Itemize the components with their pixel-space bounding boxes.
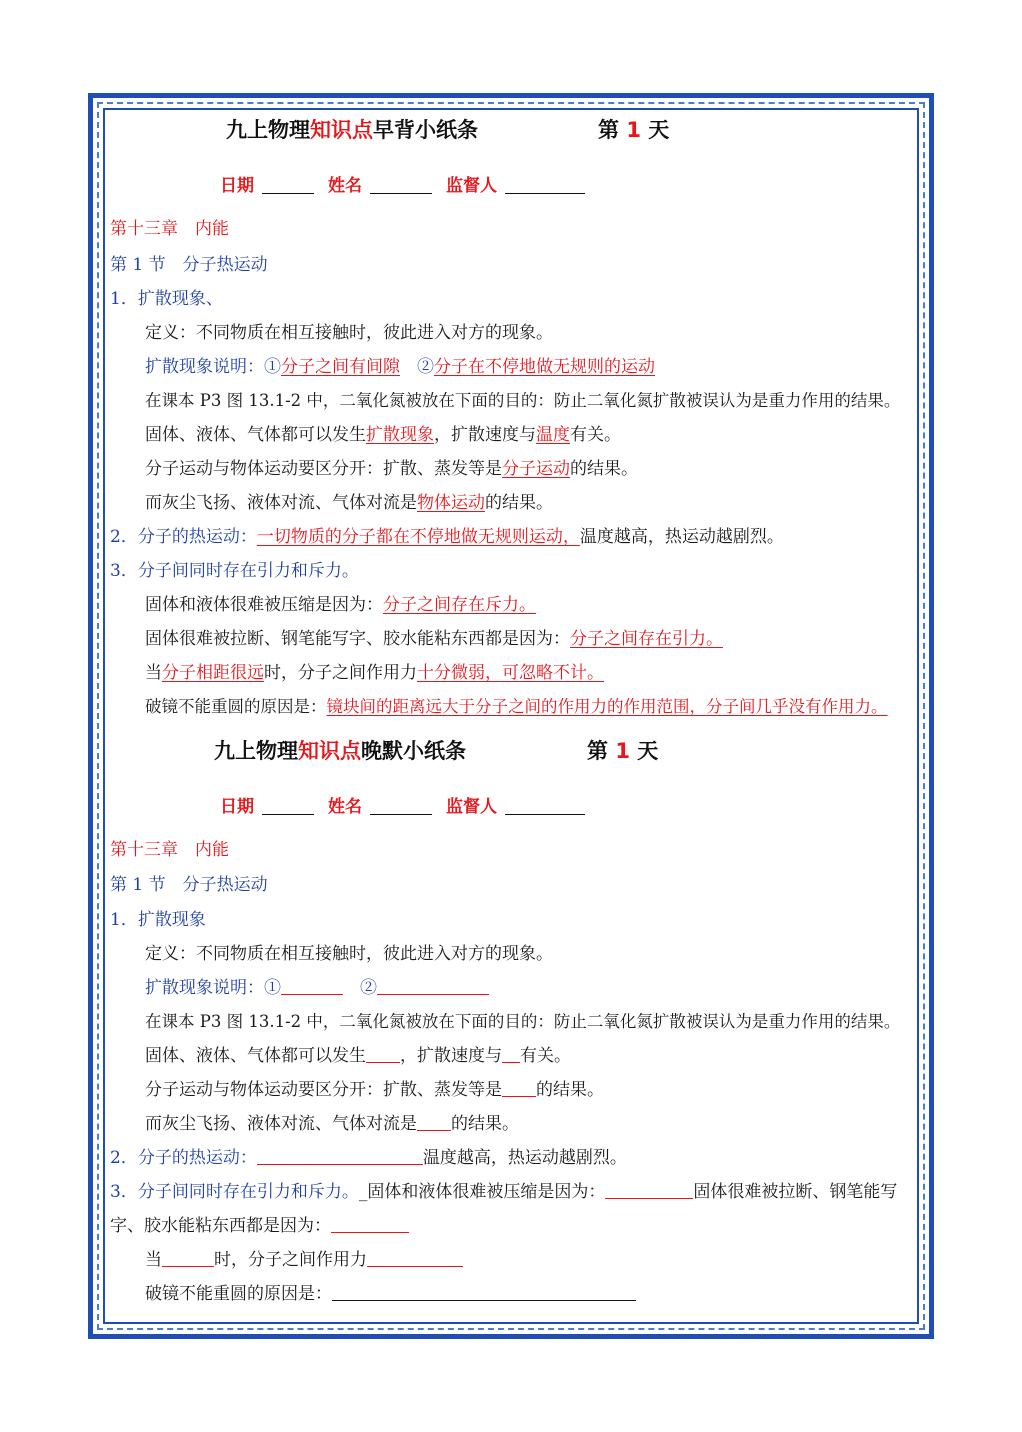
morning-day-number: 1 <box>626 118 641 142</box>
morning-far-mid: 时，分子之间作用力 <box>264 663 417 683</box>
evening-title-suffix: 晚默小纸条 <box>361 739 466 763</box>
morning-distinguish <box>145 458 638 480</box>
morning-date-field[interactable] <box>262 177 314 194</box>
morning-mirror <box>145 696 888 718</box>
evening-name-label: 姓名 <box>328 797 362 817</box>
evening-explain-mid: ② <box>343 978 377 998</box>
evening-distinguish <box>145 1079 604 1101</box>
evening-item2-blank[interactable] <box>257 1148 423 1165</box>
morning-item1-heading: 1．扩散现象、 <box>110 289 223 309</box>
morning-compress-pre: 固体和液体很难被压缩是因为： <box>145 595 383 615</box>
evening-day-prefix: 第 <box>587 739 616 763</box>
evening-supervisor-label: 监督人 <box>446 797 497 817</box>
evening-item3 <box>110 1181 897 1203</box>
evening-mirror-pre: 破镜不能重圆的原因是： <box>145 1284 332 1304</box>
evening-supervisor-field[interactable] <box>505 798 585 815</box>
evening-day-suffix: 天 <box>629 739 659 763</box>
evening-date-field[interactable] <box>262 798 314 815</box>
morning-stretch-answer: 分子之间存在引力。 <box>570 629 723 649</box>
morning-explain-label: 扩散现象说明：① <box>145 357 281 377</box>
evening-far-mid: 时，分子之间作用力 <box>214 1250 367 1270</box>
morning-states <box>145 424 621 446</box>
evening-far-blank2[interactable] <box>367 1250 463 1267</box>
morning-stretch-pre: 固体很难被拉断、钢笔能写字、胶水能粘东西都是因为： <box>145 629 570 649</box>
morning-far-answer2: 十分微弱，可忽略不计。 <box>417 663 604 683</box>
evening-textbook: 在课本 P3 图 13.1-2 中，二氧化氮被放在下面的目的：防止二氧化氮扩散被误认为是重力作用的结果。 <box>145 1012 901 1031</box>
evening-explain-blank2[interactable] <box>377 978 489 995</box>
morning-far-pre: 当 <box>145 663 162 683</box>
morning-supervisor-label: 监督人 <box>446 176 497 196</box>
morning-dust-post: 的结果。 <box>485 493 553 513</box>
morning-states-answer1: 扩散现象 <box>366 425 434 445</box>
morning-supervisor-field[interactable] <box>505 177 585 194</box>
evening-dust-pre: 而灰尘飞扬、液体对流、气体对流是 <box>145 1114 417 1134</box>
evening-stretch-blank[interactable] <box>331 1216 409 1233</box>
morning-mirror-pre: 破镜不能重圆的原因是： <box>145 697 327 716</box>
morning-explain-answer1: 分子之间有间隙 <box>281 357 400 377</box>
morning-distinguish-answer: 分子运动 <box>502 459 570 479</box>
morning-day-suffix: 天 <box>640 118 670 142</box>
morning-states-pre: 固体、液体、气体都可以发生 <box>145 425 366 445</box>
morning-distinguish-pre: 分子运动与物体运动要区分开：扩散、蒸发等是 <box>145 459 502 479</box>
morning-far-answer1: 分子相距很远 <box>162 663 264 683</box>
morning-item3-heading: 3．分子间同时存在引力和斥力。 <box>110 561 359 581</box>
morning-distinguish-post: 的结果。 <box>570 459 638 479</box>
morning-explain <box>145 356 655 378</box>
morning-date-label: 日期 <box>220 176 254 196</box>
morning-textbook: 在课本 P3 图 13.1-2 中，二氧化氮被放在下面的目的：防止二氧化氮扩散被误认为是重力作用的结果。 <box>145 391 901 410</box>
evening-states-blank2[interactable] <box>502 1046 520 1063</box>
evening-title-prefix: 九上物理 <box>214 739 298 763</box>
evening-item3-stretch: 固体很难被拉断、钢笔能写 <box>693 1182 898 1202</box>
evening-far <box>145 1249 463 1271</box>
morning-chapter: 第十三章 内能 <box>110 219 229 239</box>
morning-dust <box>145 492 553 514</box>
morning-dust-answer: 物体运动 <box>417 493 485 513</box>
evening-chapter: 第十三章 内能 <box>110 840 229 860</box>
morning-name-label: 姓名 <box>328 176 362 196</box>
evening-explain <box>145 977 489 999</box>
morning-item2-answer: 一切物质的分子都在不停地做无规则运动， <box>256 527 580 547</box>
evening-item3-compress: _固体和液体很难被压缩是因为： <box>358 1182 606 1202</box>
evening-section: 第 1 节 分子热运动 <box>110 875 268 895</box>
evening-states-pre: 固体、液体、气体都可以发生 <box>145 1046 366 1066</box>
morning-states-answer2: 温度 <box>536 425 570 445</box>
morning-title-suffix: 早背小纸条 <box>373 118 478 142</box>
evening-item1-heading: 1．扩散现象 <box>110 910 206 930</box>
evening-dust-post: 的结果。 <box>451 1114 519 1134</box>
morning-title-highlight: 知识点 <box>310 118 373 142</box>
evening-form <box>220 796 599 818</box>
evening-item2-post: 温度越高，热运动越剧烈。 <box>422 1148 627 1168</box>
morning-far <box>145 662 604 684</box>
evening-distinguish-pre: 分子运动与物体运动要区分开：扩散、蒸发等是 <box>145 1080 502 1100</box>
evening-dust <box>145 1113 519 1135</box>
evening-item2-label: 2．分子的热运动： <box>110 1148 257 1168</box>
evening-mirror-blank[interactable] <box>332 1284 636 1301</box>
evening-day <box>587 737 658 765</box>
evening-far-blank1[interactable] <box>162 1250 214 1267</box>
evening-item2 <box>110 1147 627 1169</box>
morning-states-post: 有关。 <box>570 425 621 445</box>
morning-dust-pre: 而灰尘飞扬、液体对流、气体对流是 <box>145 493 417 513</box>
morning-day <box>598 116 669 144</box>
morning-explain-answer2: 分子在不停地做无规则的运动 <box>434 357 655 377</box>
morning-section: 第 1 节 分子热运动 <box>110 255 268 275</box>
evening-date-label: 日期 <box>220 797 254 817</box>
evening-mirror <box>145 1283 636 1305</box>
evening-day-number: 1 <box>615 739 630 763</box>
evening-states-blank1[interactable] <box>366 1046 400 1063</box>
morning-definition: 定义：不同物质在相互接触时，彼此进入对方的现象。 <box>145 323 553 343</box>
morning-title-prefix: 九上物理 <box>226 118 310 142</box>
morning-day-prefix: 第 <box>598 118 627 142</box>
evening-explain-blank1[interactable] <box>281 978 343 995</box>
morning-name-field[interactable] <box>370 177 432 194</box>
evening-definition: 定义：不同物质在相互接触时，彼此进入对方的现象。 <box>145 944 553 964</box>
evening-name-field[interactable] <box>370 798 432 815</box>
morning-states-mid: ，扩散速度与 <box>434 425 536 445</box>
evening-distinguish-blank[interactable] <box>502 1080 536 1097</box>
morning-mirror-answer: 镜块间的距离远大于分子之间的作用力的作用范围，分子间几乎没有作用力。 <box>326 697 888 716</box>
evening-item3-heading: 3．分子间同时存在引力和斥力。 <box>110 1182 359 1202</box>
morning-explain-mid: ② <box>400 357 434 377</box>
morning-item2 <box>110 526 784 548</box>
morning-form <box>220 175 599 197</box>
evening-states-post: 有关。 <box>520 1046 571 1066</box>
evening-title-highlight: 知识点 <box>298 739 361 763</box>
evening-stretch-cont <box>110 1215 409 1237</box>
evening-explain-label: 扩散现象说明：① <box>145 978 281 998</box>
evening-states-mid: ，扩散速度与 <box>400 1046 502 1066</box>
evening-title <box>214 737 466 765</box>
evening-compress-blank[interactable] <box>605 1182 693 1199</box>
morning-title <box>226 116 478 144</box>
evening-dust-blank[interactable] <box>417 1114 451 1131</box>
morning-compress-answer: 分子之间存在斥力。 <box>383 595 536 615</box>
evening-states <box>145 1045 571 1067</box>
morning-item2-label: 2．分子的热运动： <box>110 527 257 547</box>
morning-stretch <box>145 628 723 650</box>
morning-compress <box>145 594 536 616</box>
evening-distinguish-post: 的结果。 <box>536 1080 604 1100</box>
evening-stretch-cont-text: 字、胶水能粘东西都是因为： <box>110 1216 331 1236</box>
morning-item2-post: 温度越高，热运动越剧烈。 <box>579 527 784 547</box>
evening-far-pre: 当 <box>145 1250 162 1270</box>
